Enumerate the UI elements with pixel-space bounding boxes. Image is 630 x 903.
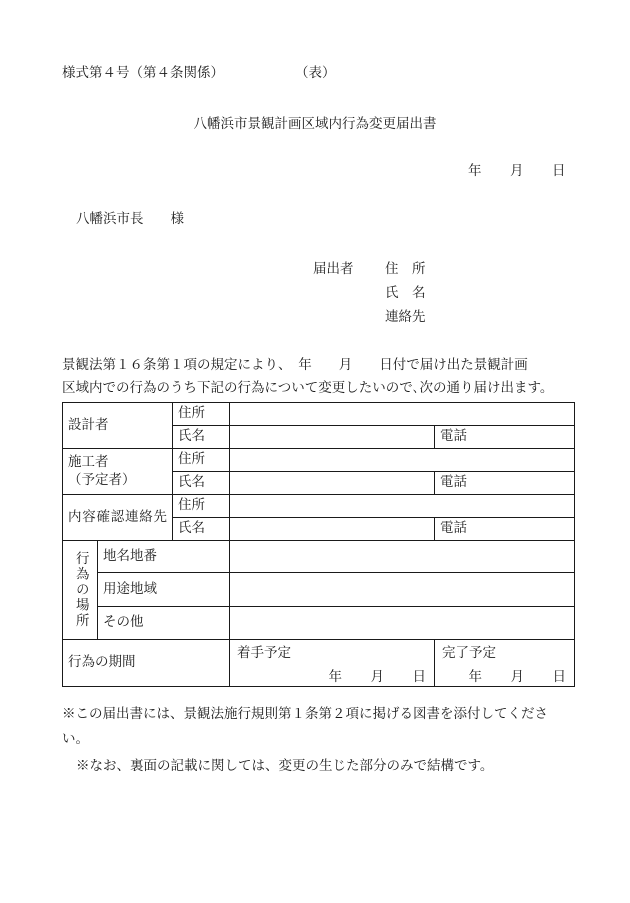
constructor-phone-label: 電話	[435, 472, 575, 495]
finish-year-label: 年	[468, 669, 483, 685]
contact-name-field[interactable]	[230, 518, 435, 541]
designer-name-label: 氏名	[173, 426, 230, 449]
date-day-label: 日	[552, 163, 566, 179]
date-year-label: 年	[468, 163, 482, 179]
table-row	[63, 449, 575, 472]
notifier-contact-label: 連絡先	[385, 309, 426, 325]
contact-address-label: 住所	[173, 495, 230, 518]
submission-date	[468, 165, 566, 179]
table-row	[63, 403, 575, 426]
note-attachment-line2: い。	[62, 731, 89, 747]
contact-address-field[interactable]	[230, 495, 575, 518]
finish-month-label: 月	[510, 669, 525, 685]
designer-name-field[interactable]	[230, 426, 435, 449]
other-field[interactable]	[230, 607, 575, 640]
body-text-line1: 景観法第１６条第１項の規定により、 年 月 日付で届け出た景観計画	[62, 357, 528, 373]
finish-date-field[interactable]	[435, 640, 575, 687]
contact-person-label-cell	[63, 495, 173, 541]
table-row	[63, 495, 575, 518]
table-row	[63, 573, 575, 607]
notifier-name-label: 氏 名	[385, 285, 426, 301]
designer-address-label: 住所	[173, 403, 230, 426]
contact-name-label: 氏名	[173, 518, 230, 541]
constructor-label: 施工者	[68, 453, 109, 470]
notifier-label: 届出者	[313, 261, 354, 277]
constructor-label-cell	[63, 449, 173, 495]
other-label: その他	[98, 607, 230, 640]
designer-address-field[interactable]	[230, 403, 575, 426]
finish-day-label: 日	[552, 669, 567, 685]
addressee: 八幡浜市長 様	[76, 211, 184, 227]
start-year-label: 年	[328, 669, 342, 685]
form-number: 様式第４号（第４条関係）	[62, 65, 224, 81]
table-row	[63, 640, 575, 687]
start-month-label: 月	[370, 669, 384, 685]
period-label: 行為の期間	[63, 640, 230, 687]
table-row	[63, 541, 575, 573]
designer-label: 設計者	[63, 403, 173, 449]
constructor-note: （予定者）	[68, 471, 136, 488]
designer-phone-label: 電話	[435, 426, 575, 449]
constructor-address-field[interactable]	[230, 449, 575, 472]
zoning-label: 用途地域	[98, 573, 230, 607]
form-side-label: （表）	[295, 65, 336, 81]
contact-phone-label: 電話	[435, 518, 575, 541]
start-date-field[interactable]	[230, 640, 435, 687]
lot-label: 地名地番	[98, 541, 230, 573]
document-title: 八幡浜市景観計画区域内行為変更届出書	[193, 116, 437, 132]
site-heading: 行為の場所	[63, 541, 98, 640]
lot-field[interactable]	[230, 541, 575, 573]
notifier-address-label: 住 所	[385, 261, 426, 277]
note-attachment-line1: ※この届出書には、景観法施行規則第１条第２項に掲げる図書を添付してくださ	[62, 706, 548, 722]
table-row	[63, 607, 575, 640]
change-form-table	[62, 402, 575, 687]
finish-label: 完了予定	[442, 645, 496, 661]
start-day-label: 日	[412, 669, 426, 685]
note-reverse-side: ※なお、裏面の記載に関しては、変更の生じた部分のみで結構です。	[76, 758, 494, 774]
constructor-name-label: 氏名	[173, 472, 230, 495]
date-month-label: 月	[510, 163, 524, 179]
constructor-name-field[interactable]	[230, 472, 435, 495]
zoning-field[interactable]	[230, 573, 575, 607]
constructor-address-label: 住所	[173, 449, 230, 472]
start-label: 着手予定	[237, 645, 291, 661]
contact-person-label: 内容確認連絡先	[68, 508, 167, 525]
body-text-line2: 区域内での行為のうち下記の行為について変更したいので､次の通り届け出ます。	[62, 380, 554, 396]
